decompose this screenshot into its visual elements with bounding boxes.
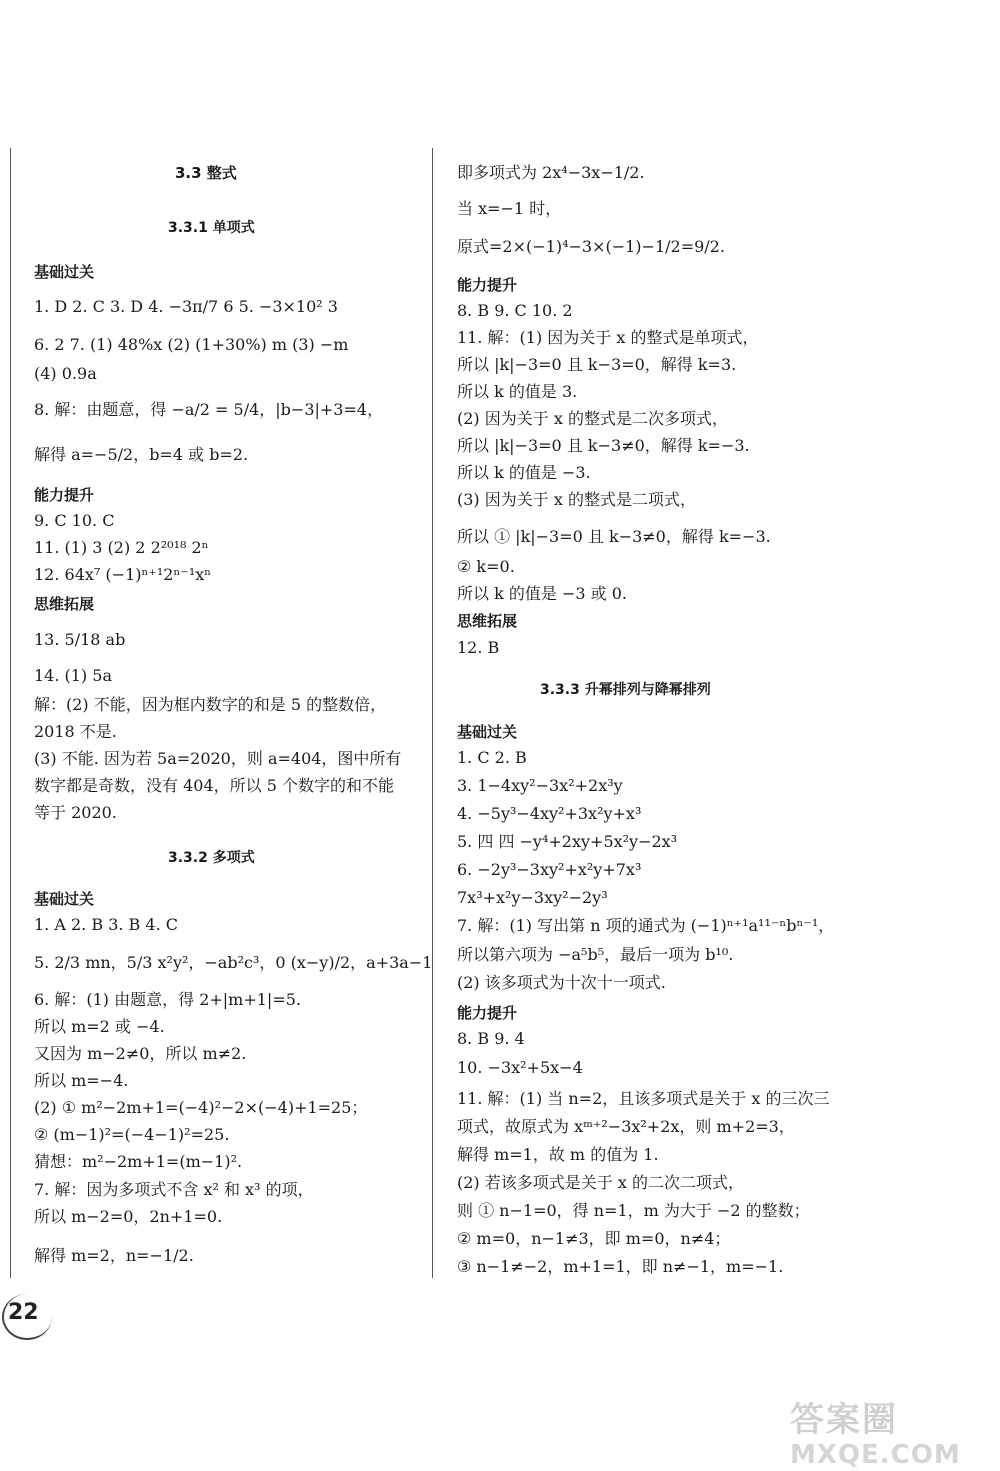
answer-line: 所以 k 的值是 −3 或 0. xyxy=(457,584,627,603)
section-title: 3.3 整式 xyxy=(175,164,237,182)
answer-line: 9. C 10. C xyxy=(34,511,115,530)
answer-line: ③ n−1≠−2，m+1=1，即 n≠−1，m=−1. xyxy=(457,1257,784,1276)
left-margin-rule xyxy=(10,148,11,1278)
answer-line: 11. 解：(1) 当 n=2，且该多项式是关于 x 的三次三 xyxy=(457,1089,830,1108)
answer-line: 1. D 2. C 3. D 4. −3π/7 6 5. −3×10² 3 xyxy=(34,297,338,316)
heading-basics: 基础过关 xyxy=(34,263,95,281)
answer-line: 所以 ① |k|−3=0 且 k−3≠0，解得 k=−3. xyxy=(457,527,771,546)
answer-line: 数字都是奇数，没有 404，所以 5 个数字的和不能 xyxy=(34,776,394,795)
answer-line: 11. 解：(1) 因为关于 x 的整式是单项式， xyxy=(457,328,759,347)
answer-line: 所以 m=−4. xyxy=(34,1071,129,1090)
answer-line: (4) 0.9a xyxy=(34,364,97,383)
answer-line: 14. (1) 5a xyxy=(34,666,112,685)
answer-line: (2) ① m²−2m+1=(−4)²−2×(−4)+1=25； xyxy=(34,1098,368,1117)
answer-line: 2018 不是. xyxy=(34,722,117,741)
watermark-logo-text: 答案圈 xyxy=(790,1400,898,1440)
answer-line: 1. C 2. B xyxy=(457,748,527,767)
answer-line: 8. B 9. 4 xyxy=(457,1029,525,1048)
answer-line: 5. 四 四 −y⁴+2xy+5x²y−2x³ xyxy=(457,832,678,851)
heading-thinking: 思维拓展 xyxy=(457,612,518,630)
answer-line: 4. −5y³−4xy²+3x²y+x³ xyxy=(457,804,642,823)
heading-basics: 基础过关 xyxy=(457,723,518,741)
answer-line: 解得 a=−5/2，b=4 或 b=2. xyxy=(34,445,249,464)
subsection-title: 3.3.2 多项式 xyxy=(168,850,255,866)
answer-line: 10. −3x²+5x−4 xyxy=(457,1058,583,1077)
answer-line: 8. B 9. C 10. 2 xyxy=(457,301,573,320)
answer-line: 猜想：m²−2m+1=(m−1)². xyxy=(34,1152,243,1171)
answer-line: 5. 2/3 mn，5/3 x²y²，−ab²c³，0 (x−y)/2，a+3a−1 xyxy=(34,953,433,972)
watermark xyxy=(790,1392,1000,1471)
answer-line: 所以 k 的值是 3. xyxy=(457,382,578,401)
answer-line: 所以第六项为 −a⁵b⁵，最后一项为 b¹⁰. xyxy=(457,945,734,964)
answer-line: 所以 k 的值是 −3. xyxy=(457,463,591,482)
answer-line: 解得 m=2，n=−1/2. xyxy=(34,1246,194,1265)
page-number: 22 xyxy=(8,1300,39,1325)
answer-line: 1. A 2. B 3. B 4. C xyxy=(34,915,178,934)
answer-line: 原式=2×(−1)⁴−3×(−1)−1/2=9/2. xyxy=(457,237,725,256)
answer-line: 7x³+x²y−3xy²−2y³ xyxy=(457,888,608,907)
heading-ability: 能力提升 xyxy=(457,1004,518,1022)
answer-line: 6. 解：(1) 由题意，得 2+|m+1|=5. xyxy=(34,990,301,1009)
answer-line: 又因为 m−2≠0，所以 m≠2. xyxy=(34,1044,247,1063)
answer-line: 6. −2y³−3xy²+x²y+7x³ xyxy=(457,860,642,879)
answer-line: 11. (1) 3 (2) 2 2²⁰¹⁸ 2ⁿ xyxy=(34,538,209,557)
answer-line: 7. 解：因为多项式不含 x² 和 x³ 的项， xyxy=(34,1180,314,1199)
answer-line: 7. 解：(1) 写出第 n 项的通式为 (−1)ⁿ⁺¹a¹¹⁻ⁿbⁿ⁻¹， xyxy=(457,916,835,935)
heading-basics: 基础过关 xyxy=(34,890,95,908)
answer-line: 项式，故原式为 xᵐ⁺²−3x²+2x，则 m+2=3， xyxy=(457,1117,795,1136)
answer-line: 13. 5/18 ab xyxy=(34,630,126,649)
answer-line: 解：(2) 不能，因为框内数字的和是 5 的整数倍， xyxy=(34,695,387,714)
answer-line: (3) 因为关于 x 的整式是二项式， xyxy=(457,490,696,509)
answer-line: 所以 m−2=0，2n+1=0. xyxy=(34,1207,223,1226)
answer-line: 即多项式为 2x⁴−3x−1/2. xyxy=(457,163,645,182)
answer-line: 8. 解：由题意，得 −a/2 = 5/4，|b−3|+3=4， xyxy=(34,400,384,419)
column-divider xyxy=(432,148,433,1278)
heading-ability: 能力提升 xyxy=(457,276,518,294)
answer-line: ② (m−1)²=(−4−1)²=25. xyxy=(34,1125,230,1144)
answer-line: 6. 2 7. (1) 48%x (2) (1+30%) m (3) −m xyxy=(34,335,349,354)
answer-line: (3) 不能. 因为若 5a=2020，则 a=404，图中所有 xyxy=(34,749,402,768)
answer-line: (2) 该多项式为十次十一项式. xyxy=(457,973,666,992)
answer-line: (2) 若该多项式是关于 x 的二次二项式， xyxy=(457,1173,744,1192)
answer-line: 当 x=−1 时， xyxy=(457,199,562,218)
subsection-title: 3.3.3 升幂排列与降幂排列 xyxy=(540,682,711,698)
answer-line: 所以 |k|−3=0 且 k−3≠0，解得 k=−3. xyxy=(457,436,750,455)
answer-line: 12. 64x⁷ (−1)ⁿ⁺¹2ⁿ⁻¹xⁿ xyxy=(34,565,212,584)
answer-line: 所以 |k|−3=0 且 k−3=0，解得 k=3. xyxy=(457,355,737,374)
answer-line: 等于 2020. xyxy=(34,803,117,822)
answer-line: ② m=0，n−1≠3，即 m=0，n≠4； xyxy=(457,1229,731,1248)
watermark-url: MXQE.COM xyxy=(790,1440,961,1470)
answer-line: 所以 m=2 或 −4. xyxy=(34,1017,165,1036)
answer-line: 3. 1−4xy²−3x²+2x³y xyxy=(457,776,623,795)
answer-line: ② k=0. xyxy=(457,557,515,576)
answer-line: 则 ① n−1=0，得 n=1，m 为大于 −2 的整数； xyxy=(457,1201,810,1220)
answer-line: 解得 m=1，故 m 的值为 1. xyxy=(457,1145,659,1164)
heading-ability: 能力提升 xyxy=(34,486,95,504)
answer-line: (2) 因为关于 x 的整式是二次多项式， xyxy=(457,409,728,428)
page-number-badge xyxy=(2,1294,52,1334)
subsection-title: 3.3.1 单项式 xyxy=(168,220,255,236)
heading-thinking: 思维拓展 xyxy=(34,595,95,613)
answer-line: 12. B xyxy=(457,638,500,657)
